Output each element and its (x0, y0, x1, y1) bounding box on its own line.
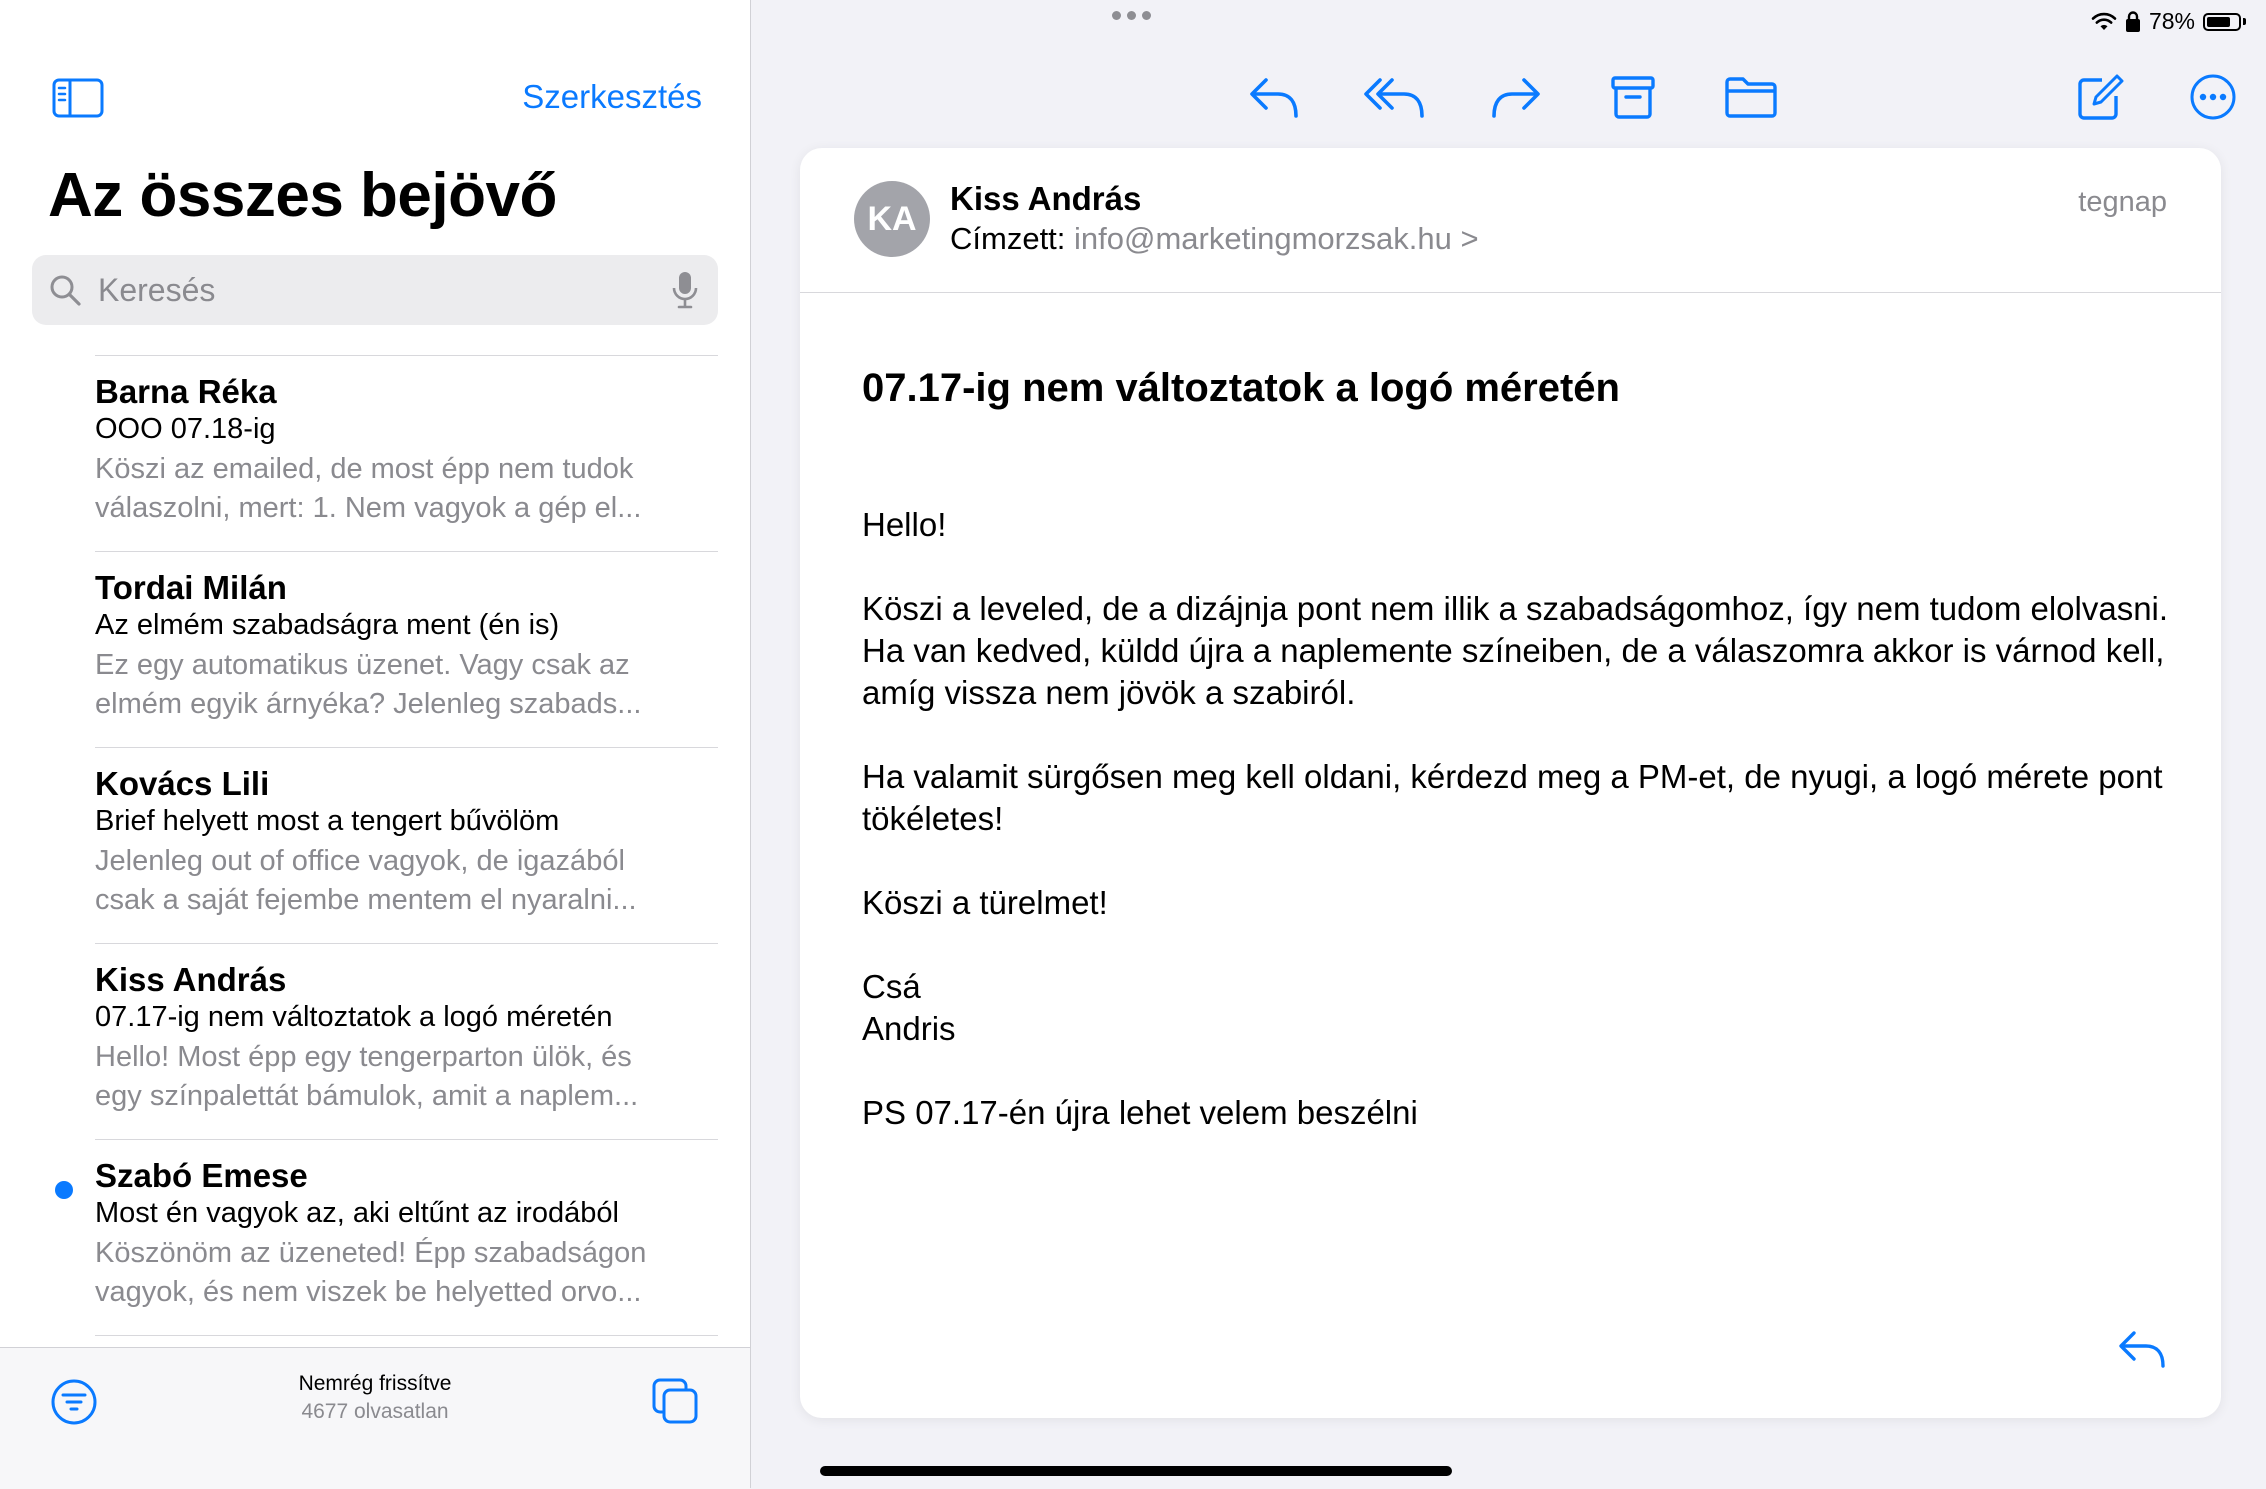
body-signature: Andris (862, 1010, 956, 1047)
message-preview-line: Hello! Most épp egy tengerparton ülök, és (95, 1041, 632, 1073)
row-divider (95, 355, 718, 356)
body-greeting: Hello! (862, 506, 947, 543)
recipient-address[interactable]: info@marketingmorzsak.hu (1074, 221, 1452, 256)
stacked-windows-icon[interactable] (650, 1376, 700, 1426)
message-preview-line: egy színpalettát bámulok, amit a naplem... (95, 1080, 639, 1112)
message-preview (95, 1234, 722, 1312)
sidebar-toggle-icon[interactable] (52, 78, 104, 118)
message-subject: Az elmém szabadságra ment (én is) (95, 609, 560, 641)
recipient-label: Címzett: (950, 221, 1066, 256)
message-list-item[interactable] (0, 747, 750, 943)
message-list-item[interactable] (0, 355, 750, 551)
message-preview-line: vagyok, és nem viszek be helyetted orvo... (95, 1276, 642, 1308)
status-indicators (2091, 8, 2246, 35)
row-divider (95, 1335, 718, 1336)
multitasking-menu-icon[interactable] (1112, 11, 1151, 20)
message-subject: Brief helyett most a tengert bűvölöm (95, 805, 560, 837)
reply-icon[interactable] (2117, 1326, 2167, 1370)
message-sender: Tordai Milán (95, 569, 287, 606)
body-thanks: Köszi a türelmet! (862, 884, 1108, 921)
message-preview-line: válaszolni, mert: 1. Nem vagyok a gép el... (95, 492, 642, 524)
mailbox-bottom-bar (0, 1347, 750, 1489)
unread-indicator (55, 1181, 73, 1199)
message-preview-line: csak a saját fejembe mentem el nyaralni... (95, 884, 637, 916)
battery-percent: 78% (2148, 8, 2195, 34)
row-divider (95, 1139, 718, 1140)
unread-count: 4677 olvasatlan (301, 1400, 449, 1423)
message-preview-line: Jelenleg out of office vagyok, de igazából (95, 845, 625, 877)
message-sender: Barna Réka (95, 373, 277, 410)
wifi-icon (2091, 12, 2117, 32)
message-subject: OOO 07.18-ig (95, 413, 276, 445)
forward-icon[interactable] (1490, 72, 1542, 122)
row-divider (95, 551, 718, 552)
edit-button[interactable]: Szerkesztés (522, 78, 702, 115)
refresh-status: Nemrég frissítve (298, 1372, 452, 1395)
row-divider (95, 943, 718, 944)
mailbox-title: Az összes bejövő (48, 161, 557, 230)
message-preview-line: Köszönöm az üzeneted! Épp szabadságon (95, 1237, 647, 1269)
battery-icon (2203, 13, 2241, 31)
message-list-item[interactable] (0, 943, 750, 1139)
message-header-sender[interactable]: Kiss András (950, 180, 1142, 217)
message-sender: Szabó Emese (95, 1157, 308, 1194)
avatar[interactable]: KA (854, 181, 930, 257)
home-indicator[interactable] (820, 1466, 1452, 1476)
search-icon (48, 273, 82, 307)
message-list (0, 355, 750, 1335)
more-icon[interactable] (2188, 72, 2238, 122)
body-signoff: Csá (862, 968, 921, 1005)
row-divider (95, 747, 718, 748)
body-paragraph: Ha valamit sürgősen meg kell oldani, kérdezd meg a PM-et, de nyugi, a logó mérete pont tökéletes! (862, 758, 2163, 837)
folder-icon[interactable] (1724, 72, 1778, 122)
message-date: tegnap (2078, 186, 2167, 218)
microphone-icon[interactable] (672, 270, 698, 310)
message-view (800, 148, 2221, 1418)
message-sender: Kiss András (95, 961, 287, 998)
search-input[interactable] (96, 271, 672, 310)
search-bar[interactable] (32, 255, 718, 325)
reply-icon[interactable] (1248, 72, 1300, 122)
message-list-item[interactable] (0, 1139, 750, 1335)
recipient-line[interactable] (950, 221, 1479, 257)
body-paragraph: Köszi a leveled, de a dizájnja pont nem illik a szabadságomhoz, így nem tudom elolvasni. Ha van kedved, küldd újra a naplemente színeiben, de a válaszomra akkor is várnod kell, amíg vissza nem jövök a szabiról. (862, 590, 2169, 711)
body-postscript: PS 07.17-én újra lehet velem beszélni (862, 1094, 1418, 1131)
message-preview-line: elmém egyik árnyéka? Jelenleg szabads... (95, 688, 642, 720)
message-preview (95, 842, 722, 920)
chevron-right-icon[interactable]: > (1460, 221, 1479, 256)
message-preview (95, 450, 722, 528)
reply-all-icon[interactable] (1364, 72, 1426, 122)
compose-icon[interactable] (2076, 72, 2124, 122)
message-subject: Most én vagyok az, aki eltűnt az irodából (95, 1197, 619, 1229)
message-body (862, 504, 2217, 1176)
battery-level (2207, 17, 2230, 27)
message-preview-line: Köszi az emailed, de most épp nem tudok (95, 453, 634, 485)
message-list-item[interactable] (0, 551, 750, 747)
message-preview-line: Ez egy automatikus üzenet. Vagy csak az (95, 649, 630, 681)
battery-cap (2243, 18, 2246, 25)
mailbox-pane (0, 0, 751, 1488)
message-subject-title: 07.17-ig nem változtatok a logó méretén (862, 366, 1620, 410)
message-sender: Kovács Lili (95, 765, 270, 802)
archive-icon[interactable] (1610, 72, 1656, 122)
header-divider (800, 292, 2221, 293)
message-preview (95, 1038, 722, 1116)
message-preview (95, 646, 722, 724)
orientation-lock-icon (2125, 11, 2141, 33)
message-subject: 07.17-ig nem változtatok a logó méretén (95, 1001, 613, 1033)
